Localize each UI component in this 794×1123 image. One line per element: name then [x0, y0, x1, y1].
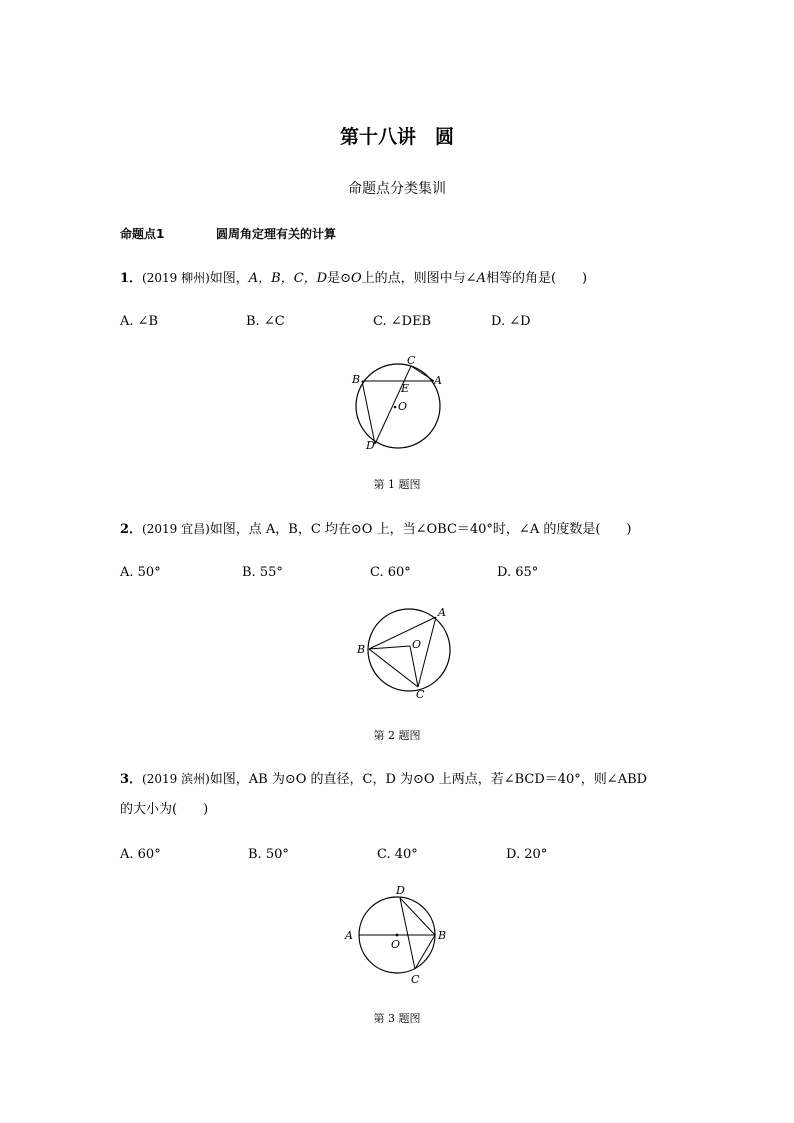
option-b[interactable]: B. ∠C	[246, 314, 285, 329]
question-source: (2019 柳州)	[142, 271, 210, 285]
option-b[interactable]: B. 50°	[248, 847, 289, 862]
option-c[interactable]: C. 60°	[370, 565, 411, 580]
option-a[interactable]: A. ∠B	[120, 314, 159, 329]
chord-bc	[369, 649, 418, 687]
chord-cb	[415, 935, 435, 969]
chord-bd	[362, 381, 375, 444]
question-text: 相等的角是( )	[485, 271, 588, 286]
question-text-line2: 的大小为( )	[120, 802, 209, 817]
question-text-italic: O	[351, 271, 362, 286]
label-b: B	[438, 929, 447, 942]
question-1	[120, 267, 587, 290]
question-text-italic: A，B，C，D	[248, 271, 328, 286]
option-a[interactable]: A. 60°	[120, 847, 161, 862]
option-d[interactable]: D. 65°	[497, 565, 539, 580]
section-name: 圆周角定理有关的计算	[216, 227, 337, 241]
figure-3-caption: 第 3 题图	[373, 1012, 421, 1025]
question-text: 如图，	[209, 271, 249, 286]
figure-2-caption: 第 2 题图	[373, 729, 421, 742]
chord-dc	[400, 898, 415, 969]
label-o: O	[398, 400, 408, 413]
section-label: 命题点1	[120, 227, 165, 241]
question-2	[120, 518, 632, 541]
label-c: C	[411, 973, 420, 986]
center-dot	[396, 934, 399, 937]
option-c[interactable]: C. 40°	[377, 847, 418, 862]
option-a[interactable]: A. 50°	[120, 565, 161, 580]
center-dot	[394, 406, 397, 409]
label-c: C	[407, 354, 416, 367]
question-3	[120, 768, 647, 821]
question-text-italic: A	[476, 271, 486, 286]
question-source: (2019 滨州)	[142, 772, 210, 786]
question-text: 如图，AB 为⊙O 的直径，C，D 为⊙O 上两点，若∠BCD＝40°，则∠ABD	[209, 772, 648, 787]
label-a: A	[434, 374, 442, 387]
question-text: 是⊙	[327, 271, 351, 286]
option-b[interactable]: B. 55°	[242, 565, 283, 580]
label-e: E	[401, 382, 410, 395]
chord-ac	[418, 617, 436, 687]
option-c[interactable]: C. ∠DEB	[373, 314, 432, 329]
question-text: 如图，点 A，B，C 均在⊙O 上，当∠OBC＝40°时，∠A 的度数是( )	[209, 522, 632, 537]
question-number: 3．	[120, 772, 143, 787]
label-b: B	[352, 373, 361, 386]
question-number: 2．	[120, 522, 143, 537]
figure-2	[350, 602, 460, 702]
section-heading	[120, 225, 336, 242]
figure-3	[340, 882, 455, 992]
label-o: O	[412, 638, 422, 651]
circle-o	[368, 609, 450, 691]
figure-1-caption: 第 1 题图	[373, 478, 421, 491]
label-o: O	[391, 938, 401, 951]
question-number: 1．	[120, 271, 143, 286]
page-subtitle: 命题点分类集训	[348, 181, 446, 197]
chord-ca	[411, 366, 434, 381]
option-d[interactable]: D. ∠D	[491, 314, 531, 329]
question-text: 上的点，则图中与∠	[361, 271, 477, 286]
radius-oc	[410, 646, 418, 687]
label-d: D	[396, 884, 405, 897]
question-source: (2019 宜昌)	[142, 522, 210, 536]
page-title: 第十八讲 圆	[339, 126, 454, 148]
label-a: A	[438, 606, 446, 619]
label-c: C	[416, 688, 425, 701]
figure-1	[345, 352, 455, 457]
option-d[interactable]: D. 20°	[506, 847, 548, 862]
label-d: D	[366, 439, 375, 452]
label-b: B	[357, 643, 366, 656]
label-a: A	[345, 929, 353, 942]
